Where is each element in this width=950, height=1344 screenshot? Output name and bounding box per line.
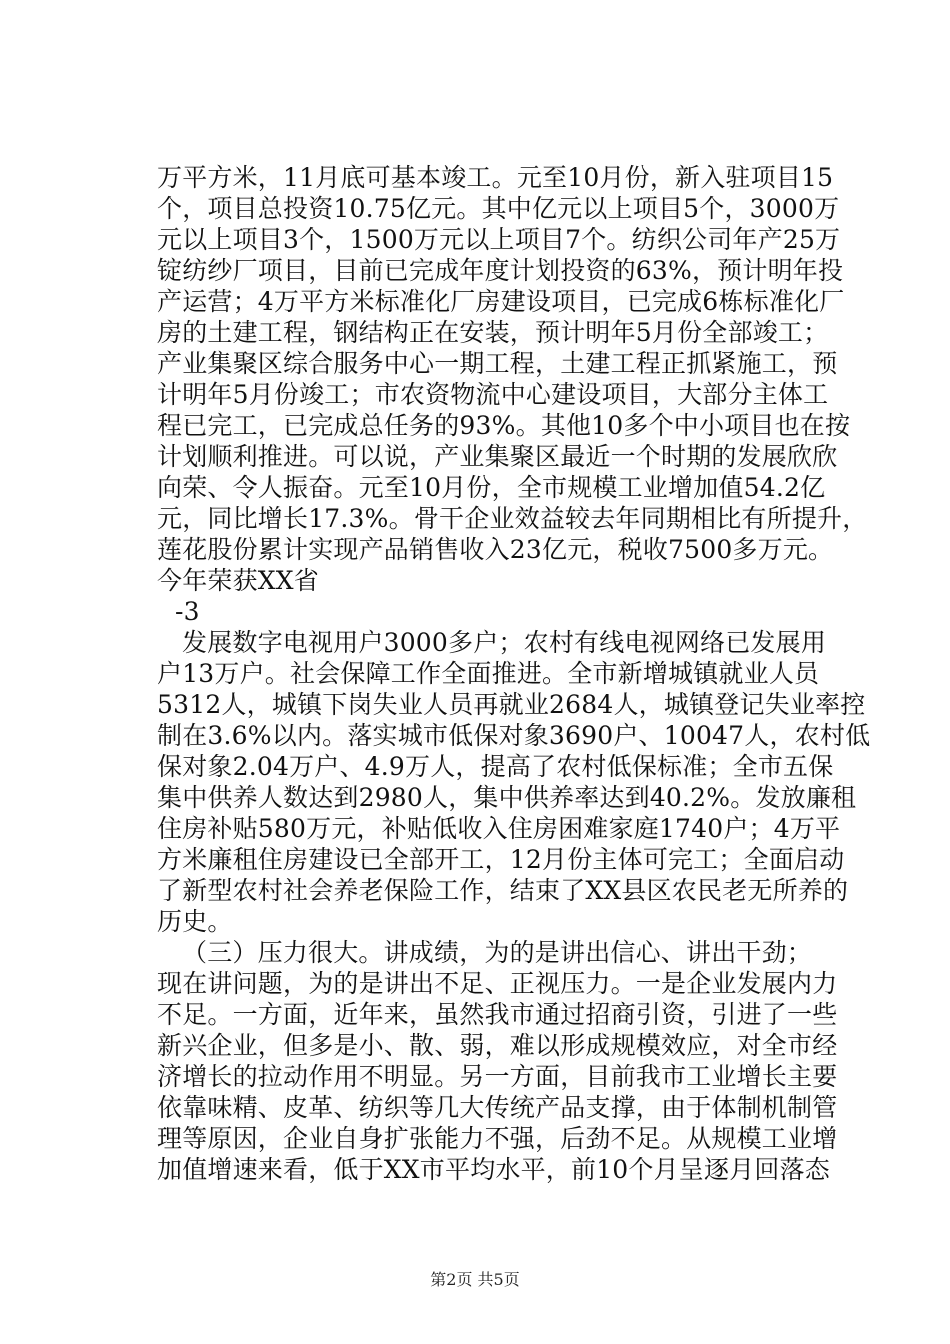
text-line: 元，同比增长17.3%。骨干企业效益较去年同期相比有所提升， xyxy=(157,504,868,533)
text-line: 计明年5月份竣工；市农资物流中心建设项目，大部分主体工 xyxy=(157,380,829,409)
text-line: 向荣、令人振奋。元至10月份，全市规模工业增加值54.2亿 xyxy=(157,473,826,502)
text-line: 新兴企业，但多是小、散、弱，难以形成规模效应，对全市经 xyxy=(157,1031,838,1060)
inline-page-number: -3 xyxy=(175,597,200,626)
text-line: 计划顺利推进。可以说，产业集聚区最近一个时期的发展欣欣 xyxy=(157,442,838,471)
text-line: 产业集聚区综合服务中心一期工程，土建工程正抓紧施工，预 xyxy=(157,349,838,378)
text-line: 锭纺纱厂项目，目前已完成年度计划投资的63%，预计明年投 xyxy=(157,256,844,285)
text-line: 理等原因，企业自身扩张能力不强，后劲不足。从规模工业增 xyxy=(157,1124,838,1153)
text-line: 产运营；4万平方米标准化厂房建设项目，已完成6栋标准化厂 xyxy=(157,287,845,316)
body-text xyxy=(157,162,871,1185)
section-heading-line: （三）压力很大。讲成绩，为的是讲出信心、讲出干劲； xyxy=(182,938,813,967)
text-line: 现在讲问题，为的是讲出不足、正视压力。一是企业发展内力 xyxy=(157,969,838,998)
text-line: 今年荣获XX省 xyxy=(157,566,319,595)
text-line: 住房补贴580万元，补贴低收入住房困难家庭1740户；4万平 xyxy=(157,814,841,843)
text-line: 加值增速来看，低于XX市平均水平，前10个月呈逐月回落态 xyxy=(157,1155,831,1184)
page-footer xyxy=(0,1270,950,1290)
page-number-label: 第2页 共5页 xyxy=(430,1270,520,1289)
text-line: 个，项目总投资10.75亿元。其中亿元以上项目5个，3000万 xyxy=(157,194,840,223)
text-line: 程已完工，已完成总任务的93%。其他10多个中小项目也在按 xyxy=(157,411,851,440)
text-line: 济增长的拉动作用不明显。另一方面，目前我市工业增长主要 xyxy=(157,1062,838,1091)
paragraph-first-line: 发展数字电视用户3000多户；农村有线电视网络已发展用 xyxy=(182,628,827,657)
text-line: 5312人，城镇下岗失业人员再就业2684人，城镇登记失业率控 xyxy=(157,690,866,719)
text-line: 元以上项目3个，1500万元以上项目7个。纺织公司年产25万 xyxy=(157,225,841,254)
text-line: 不足。一方面，近年来，虽然我市通过招商引资，引进了一些 xyxy=(157,1000,838,1029)
text-line: 了新型农村社会养老保险工作，结束了XX县区农民老无所养的 xyxy=(157,876,849,905)
text-line: 万平方米，11月底可基本竣工。元至10月份，新入驻项目15 xyxy=(157,163,834,192)
text-line: 历史。 xyxy=(157,907,233,936)
text-line: 集中供养人数达到2980人，集中供养率达到40.2%。发放廉租 xyxy=(157,783,857,812)
text-line: 户13万户。社会保障工作全面推进。全市新增城镇就业人员 xyxy=(157,659,820,688)
text-line: 房的土建工程，钢结构正在安装，预计明年5月份全部竣工； xyxy=(157,318,829,347)
text-line: 方米廉租住房建设已全部开工，12月份主体可完工；全面启动 xyxy=(157,845,845,874)
text-line: 制在3.6%以内。落实城市低保对象3690户、10047人，农村低 xyxy=(157,721,871,750)
text-line: 保对象2.04万户、4.9万人，提高了农村低保标准；全市五保 xyxy=(157,752,834,781)
text-line: 依靠味精、皮革、纺织等几大传统产品支撑，由于体制机制管 xyxy=(157,1093,838,1122)
text-line: 莲花股份累计实现产品销售收入23亿元，税收7500多万元。 xyxy=(157,535,834,564)
